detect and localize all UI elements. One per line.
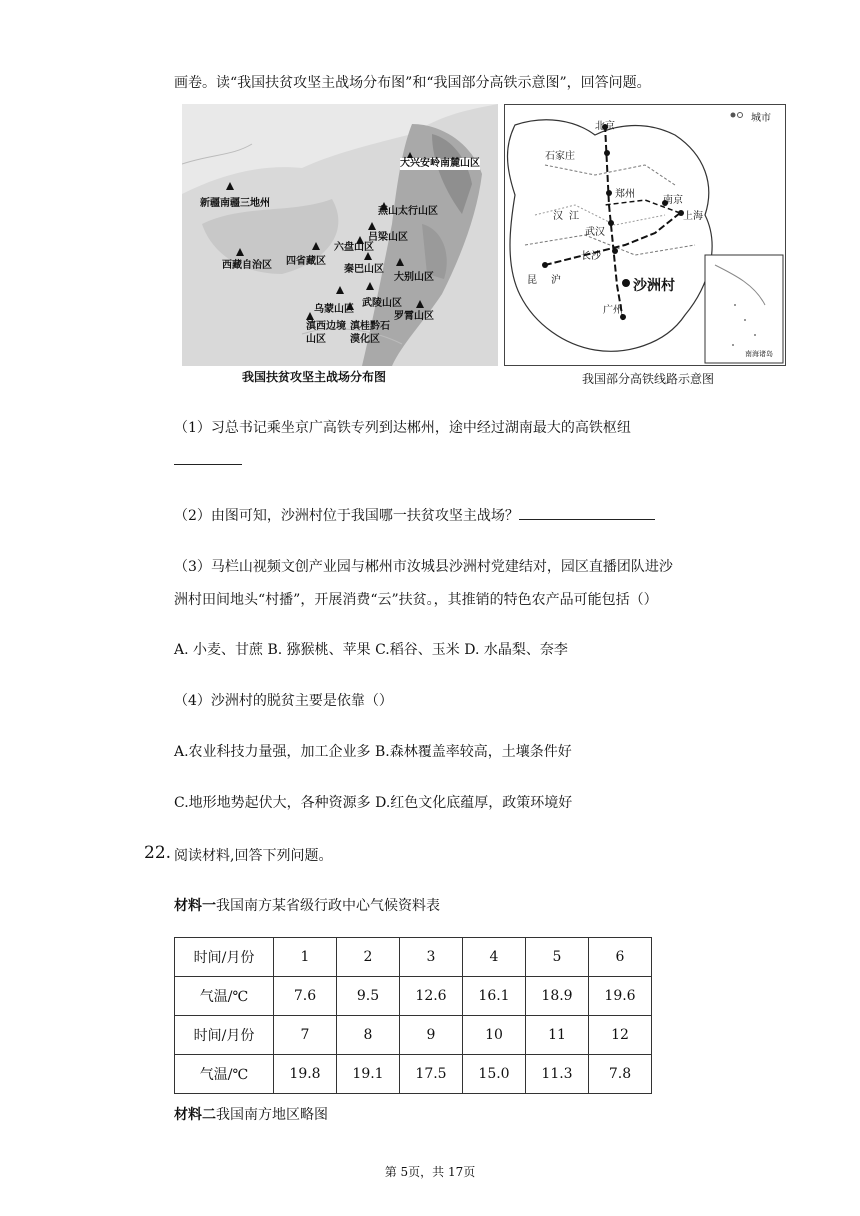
table-cell: 5 [526, 938, 589, 977]
table-cell: 12.6 [400, 977, 463, 1016]
table-cell: 11.3 [526, 1055, 589, 1094]
shazhou-village-label: 沙洲村 [633, 278, 675, 294]
climate-table [174, 937, 652, 1094]
table-row [175, 977, 652, 1016]
q4-stem: （4）沙洲村的脱贫主要是依靠（） [174, 693, 393, 709]
table-cell: 3 [400, 938, 463, 977]
right-map-caption: 我国部分高铁线路示意图 [582, 372, 715, 386]
left-map-caption: 我国扶贫攻坚主战场分布图 [242, 370, 387, 384]
table-cell: 7.8 [589, 1055, 652, 1094]
table-cell: 1 [274, 938, 337, 977]
table-header-cell: 气温/℃ [175, 1055, 274, 1094]
city-label: 北京 [595, 121, 615, 132]
region-label: 吕梁山区 [368, 232, 408, 243]
inset-label: 南海诸岛 [745, 350, 773, 358]
city-label: 汉 [553, 211, 563, 222]
city-label: 石家庄 [545, 151, 575, 162]
high-speed-rail-map [504, 104, 786, 366]
q4-options-ab: A.农业科技力量强，加工企业多 B.森林覆盖率较高，土壤条件好 [174, 744, 572, 760]
q1-answer-line [174, 452, 242, 469]
figures [182, 104, 786, 388]
table-row [175, 1016, 652, 1055]
city-label: 广州 [603, 305, 623, 316]
material1-line [174, 895, 440, 915]
page-footer: 第 5页，共 17页 [384, 1165, 476, 1179]
table-cell: 4 [463, 938, 526, 977]
table-cell: 19.1 [337, 1055, 400, 1094]
q22-number: 22. [144, 843, 172, 863]
q22-prompt: 阅读材料,回答下列问题。 [174, 848, 333, 864]
q1-text: （1）习总书记乘坐京广高铁专列到达郴州，途中经过湖南最大的高铁枢纽 [174, 420, 631, 436]
table-header-cell: 时间/月份 [175, 1016, 274, 1055]
table-row [175, 938, 652, 977]
city-label: 上海 [683, 211, 703, 222]
q3-line1: （3）马栏山视频文创产业园与郴州市汝城县沙洲村党建结对，园区直播团队进沙 [174, 559, 673, 575]
table-cell: 2 [337, 938, 400, 977]
table-row [175, 1055, 652, 1094]
region-label: 滇西边境山区 [306, 321, 346, 345]
table-cell: 9.5 [337, 977, 400, 1016]
region-label: 六盘山区 [334, 242, 374, 253]
q3-options: A. 小麦、甘蔗 B. 猕猴桃、苹果 C.稻谷、玉米 D. 水晶梨、奈李 [174, 642, 568, 658]
region-label: 乌蒙山区 [314, 304, 354, 315]
table-cell: 12 [589, 1016, 652, 1055]
table-cell: 11 [526, 1016, 589, 1055]
rail-map-svg [505, 105, 786, 366]
q1-answer-blank[interactable] [174, 452, 242, 465]
table-cell: 10 [463, 1016, 526, 1055]
material2-text: 我国南方地区略图 [216, 1107, 328, 1123]
region-label: 新疆南疆三地州 [200, 198, 270, 209]
city-label: 长沙 [581, 251, 601, 262]
region-label: 秦巴山区 [344, 264, 384, 275]
table-cell: 8 [337, 1016, 400, 1055]
region-label: 四省藏区 [286, 256, 326, 267]
table-header-cell: 时间/月份 [175, 938, 274, 977]
city-label: 沪 [551, 275, 561, 286]
table-cell: 16.1 [463, 977, 526, 1016]
table-cell: 7.6 [274, 977, 337, 1016]
q2-text: （2）由图可知，沙洲村位于我国哪一扶贫攻坚主战场？ [174, 508, 519, 524]
material1-label: 材料一 [174, 898, 216, 914]
q4-options-cd: C.地形地势起伏大，各种资源多 D.红色文化底蕴厚，政策环境好 [174, 795, 573, 811]
table-cell: 9 [400, 1016, 463, 1055]
table-cell: 18.9 [526, 977, 589, 1016]
table-cell: 19.8 [274, 1055, 337, 1094]
city-label: 江 [569, 211, 579, 222]
region-label: 燕山太行山区 [378, 206, 438, 217]
table-cell: 6 [589, 938, 652, 977]
material2-label: 材料二 [174, 1107, 216, 1123]
region-label: 大兴安岭南麓山区 [400, 158, 480, 169]
region-label: 大别山区 [394, 272, 434, 283]
city-label: 武汉 [585, 227, 605, 238]
city-label: 南京 [663, 195, 683, 206]
poverty-battlefield-map [182, 104, 498, 366]
legend-label: 城市 [751, 113, 771, 124]
city-label: 昆 [527, 275, 537, 286]
table-cell: 7 [274, 1016, 337, 1055]
region-label: 武陵山区 [362, 298, 402, 309]
table-header-cell: 气温/℃ [175, 977, 274, 1016]
material2-line [174, 1104, 328, 1124]
material1-text: 我国南方某省级行政中心气候资料表 [216, 898, 440, 914]
city-label: 郑州 [615, 189, 635, 200]
q2-answer-blank[interactable] [519, 507, 655, 520]
q2-line [174, 505, 655, 525]
region-label: 滇桂黔石漠化区 [350, 321, 390, 345]
q3-line2: 洲村田间地头“村播”，开展消费“云”扶贫。，其推销的特色农产品可能包括（） [174, 592, 658, 608]
intro-text: 画卷。读“我国扶贫攻坚主战场分布图”和“我国部分高铁示意图”，回答问题。 [174, 75, 651, 91]
table-cell: 17.5 [400, 1055, 463, 1094]
region-label: 罗霄山区 [394, 311, 434, 322]
table-cell: 15.0 [463, 1055, 526, 1094]
region-label: 西藏自治区 [222, 260, 272, 271]
table-cell: 19.6 [589, 977, 652, 1016]
